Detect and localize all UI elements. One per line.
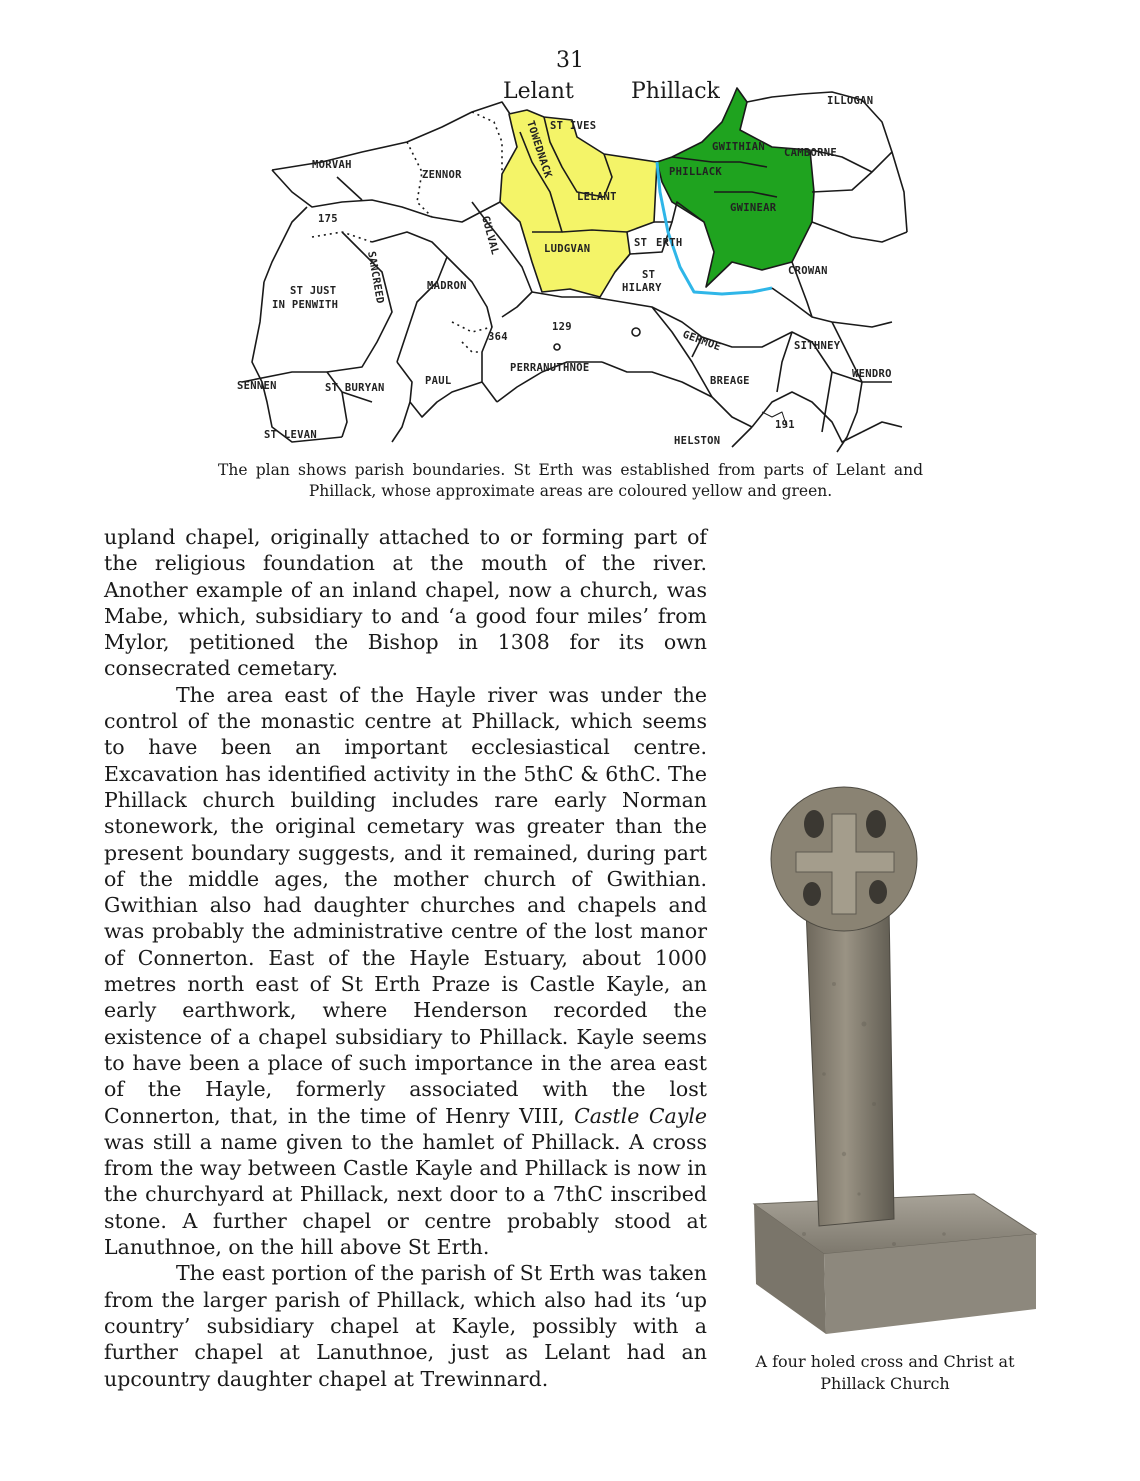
- parish-st-just-1: ST JUST: [290, 285, 337, 297]
- map-label-phillack: Phillack: [631, 79, 720, 104]
- parish-ludgvan: LUDGVAN: [544, 243, 591, 255]
- parish-zennor: ZENNOR: [422, 169, 462, 181]
- paragraph-2-italic: Castle Cayle: [574, 1103, 708, 1128]
- parish-towednack: TOWEDNACK: [524, 119, 554, 180]
- parish-st-just-2: IN PENWITH: [272, 299, 339, 311]
- parish-camborne: CAMBORNE: [784, 147, 837, 159]
- parish-gulval: GULVAL: [479, 214, 501, 257]
- parish-st-levan: ST LEVAN: [264, 429, 317, 441]
- map-label-lelant: Lelant: [503, 79, 574, 104]
- parish-st-erth-st: ST: [634, 237, 648, 249]
- parish-perranuthnoe: PERRANUTHNOE: [510, 362, 590, 374]
- parish-191: 191: [775, 419, 795, 431]
- parish-lelant: LELANT: [577, 191, 617, 203]
- parish-st-hilary-1: ST: [642, 269, 656, 281]
- phillack-area: [657, 88, 814, 287]
- parish-sancreed: SANCREED: [365, 250, 387, 305]
- parish-364: 364: [488, 331, 508, 343]
- parish-germoe: GERMOE: [680, 328, 723, 354]
- parish-sithney: SITHNEY: [794, 340, 841, 352]
- parish-gwinear: GWINEAR: [730, 202, 777, 214]
- parish-illogan: ILLOGAN: [827, 95, 874, 107]
- cross-photo: [744, 764, 1040, 1344]
- parish-phillack: PHILLACK: [669, 166, 722, 178]
- parish-175: 175: [318, 213, 338, 225]
- parish-sennen: SENNEN: [237, 380, 277, 392]
- parish-gwithian: GWITHIAN: [712, 141, 765, 153]
- paragraph-2-part-a: The area east of the Hayle river was under the control of the monastic centre at Phillack, which seems to have been an important ecclesiastical centre. Excavation has identified activity in the 5thC & 6thC. The Phillack church building includes rare early Norman stonework, the original cemetary was greater than the present boundary suggests, and it remained, during part of the middle ages, the mother church of Gwithian. Gwithian also had daughter churches and chapels and was probably the administrative centre of the lost manor of Connerton. East of the Hayle Estuary, about 1000 metres north east of St Erth Praze is Castle Kayle, an early earthwork, where Henderson recorded the existence of a chapel subsidiary to Phillack. Kayle seems to have been a place of such importance in the area east of the Hayle, formerly associated with the lost Connerton, that, in the time of Henry VIII,: [104, 682, 707, 1128]
- parish-st-ives: ST IVES: [550, 120, 597, 132]
- parish-wendron: WENDRO: [852, 368, 892, 380]
- parish-129: 129: [552, 321, 572, 333]
- parish-st-hilary-2: HILARY: [622, 282, 662, 294]
- paragraph-1: upland chapel, originally attached to or forming part of the religious foundation at the mouth of the river. Another example of an inland chapel, now a church, was Mabe, which, subsidiary to and ‘a good four miles’ from Mylor, petitioned the Bishop in 1308 for its own consecrated cemetary.: [104, 525, 707, 681]
- parish-st-erth-erth: ERTH: [656, 237, 683, 249]
- paragraph-2-part-b: was still a name given to the hamlet of Phillack. A cross from the way between Castle Kayle and Phillack is now in the churchyard at Phillack, next door to a 7thC inscribed stone. A further chapel or centre probably stood at Lanuthnoe, on the hill above St Erth.: [104, 1129, 707, 1260]
- parish-crowan: CROWAN: [788, 265, 828, 277]
- paragraph-3: The east portion of the parish of St Erth was taken from the larger parish of Phillack, which also had its ‘up country’ subsidiary chapel at Kayle, possibly with a further chapel at Lanuthnoe, just as Lelant had an upcountry daughter chapel at Trewinnard.: [104, 1261, 707, 1391]
- cross-caption: A four holed cross and Christ at Phillack Church: [755, 1352, 1015, 1393]
- parish-breage: BREAGE: [710, 375, 750, 387]
- parish-st-buryan: ST BURYAN: [325, 382, 385, 394]
- parish-paul: PAUL: [425, 375, 452, 387]
- paragraph-2: [104, 682, 707, 1261]
- page-number: 31: [556, 48, 584, 73]
- map-caption: The plan shows parish boundaries. St Erth was established from parts of Lelant and Phillack, whose approximate areas are coloured yellow and green.: [218, 461, 923, 500]
- parish-madron: MADRON: [427, 280, 467, 292]
- parish-map: [232, 82, 912, 460]
- parish-morvah: MORVAH: [312, 159, 352, 171]
- parish-helston: HELSTON: [674, 435, 721, 447]
- body-text: [104, 524, 707, 1392]
